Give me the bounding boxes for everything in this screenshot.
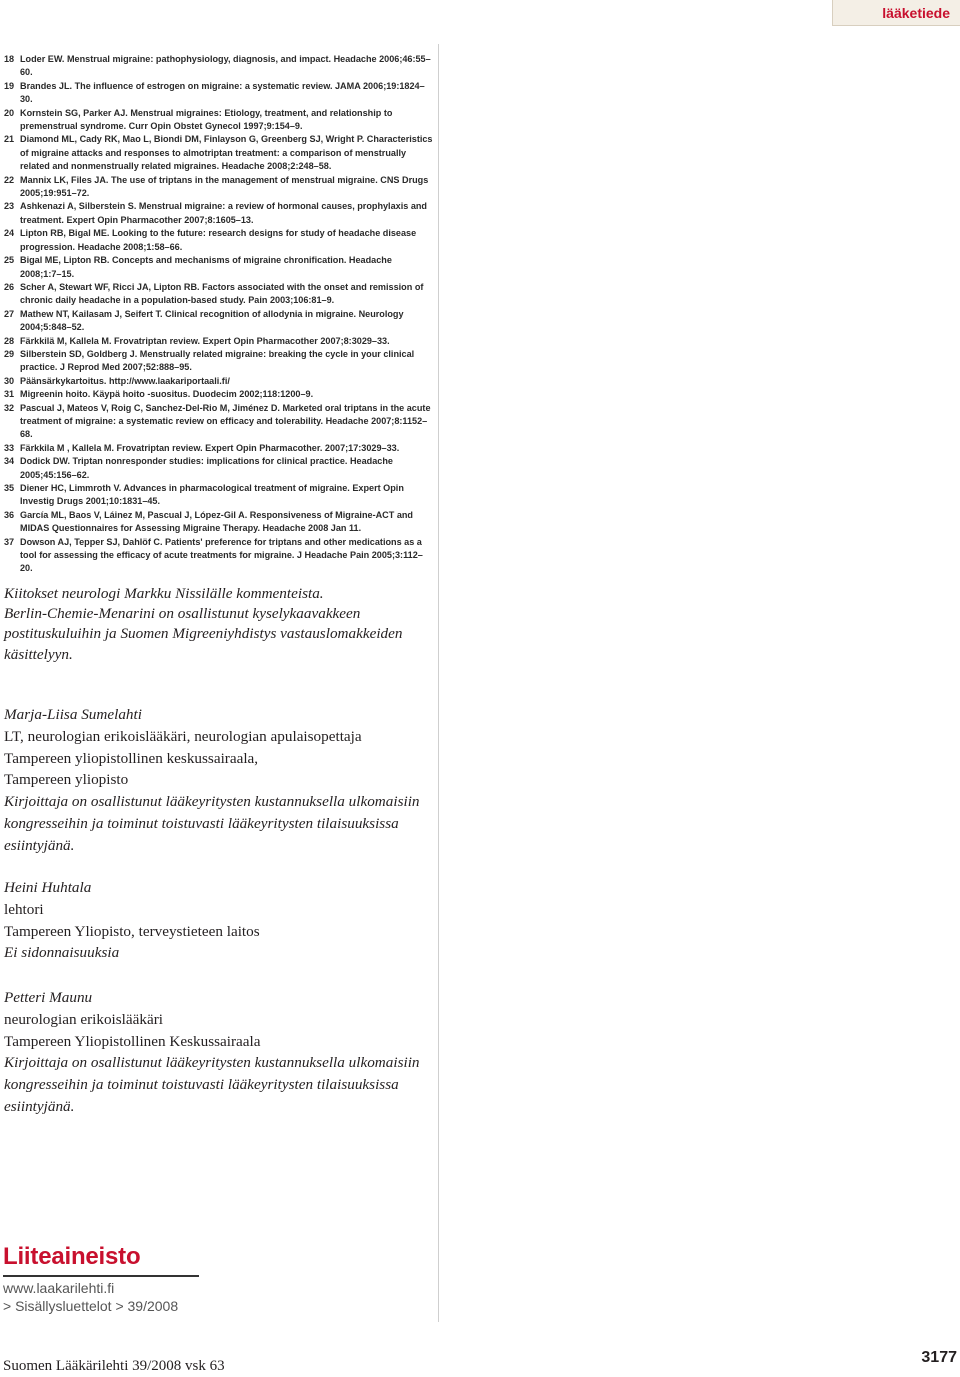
reference-text: Päänsärkykartoitus. http://www.laakariportaali.fi/	[20, 375, 230, 386]
author-name: Heini Huhtala	[4, 879, 92, 896]
reference-text: Scher A, Stewart WF, Ricci JA, Lipton RB. Factors associated with the onset and remission of chronic daily headache in a population-based study. Pain 2003;106:81–9.	[20, 281, 424, 306]
reference-text: Brandes JL. The influence of estrogen on migraine: a systematic review. JAMA 2006;19:1824–30.	[20, 80, 425, 105]
author-disclosure: Ei sidonnaisuuksia	[4, 944, 120, 962]
reference-item	[4, 200, 434, 227]
author-detail: Tampereen yliopistollinen keskussairaala,	[4, 749, 259, 767]
reference-text: García ML, Baos V, Láinez M, Pascual J, López-Gil A. Responsiveness of Migraine-ACT and MIDAS Questionnaires for Assessing Migraine Therapy. Headache 2008 Jan 11.	[20, 509, 413, 534]
reference-item	[4, 254, 434, 281]
extra-material-box	[3, 1243, 199, 1315]
reference-text: Dowson AJ, Tepper SJ, Dahlöf C. Patients' preference for triptans and other medications as a tool for assessing the efficacy of acute treatments for migraine. J Headache Pain 2005;3:112–20.	[20, 536, 423, 574]
author-detail: Tampereen Yliopistollinen Keskussairaala	[4, 1032, 261, 1050]
reference-number: 24	[4, 228, 15, 239]
reference-item	[4, 536, 434, 576]
extra-material-title: Liiteaineisto	[3, 1243, 141, 1270]
reference-item	[4, 335, 434, 348]
reference-text: Lipton RB, Bigal ME. Looking to the future: research designs for study of headache disease progression. Headache 2008;1:58–66.	[20, 228, 417, 252]
reference-text: Loder EW. Menstrual migraine: pathophysiology, diagnosis, and impact. Headache 2006;46:55–60.	[20, 54, 431, 78]
reference-number: 29	[4, 348, 15, 359]
author-disclosure: Kirjoittaja on osallistunut lääkeyritysten kustannuksella ulkomaisiin kongresseihin ja toiminut toistuvasti lääkeyritysten tilaisuuksissa esiintyjänä.	[4, 793, 420, 854]
reference-text: Diamond ML, Cady RK, Mao L, Biondi DM, Finlayson G, Greenberg SJ, Wright P. Characteristics of migraine attacks and responses to almotriptan treatment: a comparison of menstrually related and nonmenstrually related migraines. Headache 2008;2:248–58.	[20, 134, 433, 172]
reference-number: 22	[4, 174, 15, 185]
footer-journal: Suomen Lääkärilehti 39/2008 vsk 63	[3, 1358, 225, 1374]
author-detail: neurologian erikoislääkäri	[4, 1010, 163, 1028]
reference-text: Migreenin hoito. Käypä hoito -suositus. Duodecim 2002;118:1200–9.	[20, 389, 314, 400]
section-tag: lääketiede	[832, 0, 960, 26]
extra-material-breadcrumb[interactable]: > Sisällysluettelot > 39/2008	[3, 1298, 179, 1314]
author-disclosure: Kirjoittaja on osallistunut lääkeyritysten kustannuksella ulkomaisiin kongresseihin ja toiminut toistuvasti lääkeyritysten tilaisuuksissa esiintyjänä.	[4, 1054, 420, 1115]
reference-item	[4, 455, 434, 482]
author-block	[4, 987, 434, 1118]
reference-item	[4, 388, 434, 401]
reference-item	[4, 482, 434, 509]
reference-item	[4, 281, 434, 308]
reference-number: 37	[4, 536, 15, 547]
reference-number: 33	[4, 442, 15, 453]
reference-number: 34	[4, 456, 15, 467]
reference-number: 23	[4, 201, 15, 212]
reference-item	[4, 308, 434, 335]
reference-item	[4, 348, 434, 375]
reference-number: 21	[4, 134, 15, 145]
reference-number: 25	[4, 255, 15, 266]
author-detail: Tampereen yliopisto	[4, 771, 129, 789]
reference-text: Dodick DW. Triptan nonresponder studies: implications for clinical practice. Headache 2005;45:156–62.	[20, 456, 393, 480]
author-detail: LT, neurologian erikoislääkäri, neurologian apulaisopettaja	[4, 727, 362, 745]
reference-text: Mathew NT, Kailasam J, Seifert T. Clinical recognition of allodynia in migraine. Neurology 2004;5:848–52.	[20, 308, 404, 333]
reference-item	[4, 227, 434, 254]
author-name: Marja-Liisa Sumelahti	[4, 706, 142, 723]
reference-item	[4, 174, 434, 201]
page-number: 3177	[921, 1349, 957, 1366]
reference-text: Ashkenazi A, Silberstein S. Menstrual migraine: a review of hormonal causes, prophylaxis and treatment. Expert Opin Pharmacother 2007;8:1605–13.	[20, 201, 427, 225]
reference-item	[4, 402, 434, 442]
acknowledgement-line: Berlin-Chemie-Menarini on osallistunut kyselykaavakkeen postituskuluihin ja Suomen Migreeniyhdistys vastauslomakkeiden käsittelyyn.	[4, 605, 403, 663]
reference-item	[4, 375, 434, 388]
reference-text: Färkkilä M, Kallela M. Frovatriptan review. Expert Opin Pharmacother 2007;8:3029–33.	[20, 335, 390, 346]
extra-material-link[interactable]: www.laakarilehti.fi	[3, 1280, 115, 1296]
reference-item	[4, 107, 434, 134]
reference-text: Diener HC, Limmroth V. Advances in pharmacological treatment of migraine. Expert Opin Investig Drugs 2001;10:1831–45.	[20, 483, 404, 507]
reference-text: Pascual J, Mateos V, Roig C, Sanchez-Del-Rio M, Jiménez D. Marketed oral triptans in the acute treatment of migraine: a systematic review on efficacy and tolerability. Headache 2007;8:1152–68.	[20, 402, 431, 440]
author-name: Petteri Maunu	[4, 989, 93, 1006]
reference-item	[4, 509, 434, 536]
reference-text: Färkkila M , Kallela M. Frovatriptan review. Expert Opin Pharmacother. 2007;17:3029–33.	[20, 442, 400, 453]
reference-number: 32	[4, 402, 15, 413]
reference-text: Kornstein SG, Parker AJ. Menstrual migraines: Etiology, treatment, and relationship to premenstrual syndrome. Curr Opin Obstet Gynecol 1997;9:154–9.	[20, 107, 393, 132]
reference-number: 27	[4, 308, 15, 319]
acknowledgements	[4, 584, 434, 665]
reference-number: 31	[4, 389, 15, 400]
reference-number: 19	[4, 80, 15, 91]
reference-number: 35	[4, 483, 15, 493]
column-divider	[438, 44, 439, 1322]
extra-material-rule	[3, 1275, 199, 1277]
reference-item	[4, 53, 434, 80]
acknowledgement-line: Kiitokset neurologi Markku Nissilälle kommenteista.	[4, 585, 324, 602]
author-block	[4, 704, 434, 857]
reference-item	[4, 442, 434, 455]
reference-item	[4, 80, 434, 107]
reference-list	[4, 53, 434, 576]
reference-number: 30	[4, 375, 15, 386]
reference-number: 26	[4, 281, 15, 292]
reference-number: 36	[4, 509, 15, 520]
reference-item	[4, 133, 434, 173]
reference-text: Bigal ME, Lipton RB. Concepts and mechanisms of migraine chronification. Headache 2008;1:7–15.	[20, 255, 392, 279]
author-detail: lehtori	[4, 900, 44, 918]
author-detail: Tampereen Yliopisto, terveystieteen laitos	[4, 922, 260, 940]
reference-text: Mannix LK, Files JA. The use of triptans in the management of menstrual migraine. CNS Drugs 2005;19:951–72.	[20, 174, 429, 199]
reference-number: 28	[4, 335, 15, 346]
reference-text: Silberstein SD, Goldberg J. Menstrually related migraine: breaking the cycle in your clinical practice. J Reprod Med 2007;52:888–95.	[20, 348, 415, 373]
reference-number: 20	[4, 107, 15, 118]
author-block	[4, 877, 434, 964]
reference-number: 18	[4, 54, 15, 64]
